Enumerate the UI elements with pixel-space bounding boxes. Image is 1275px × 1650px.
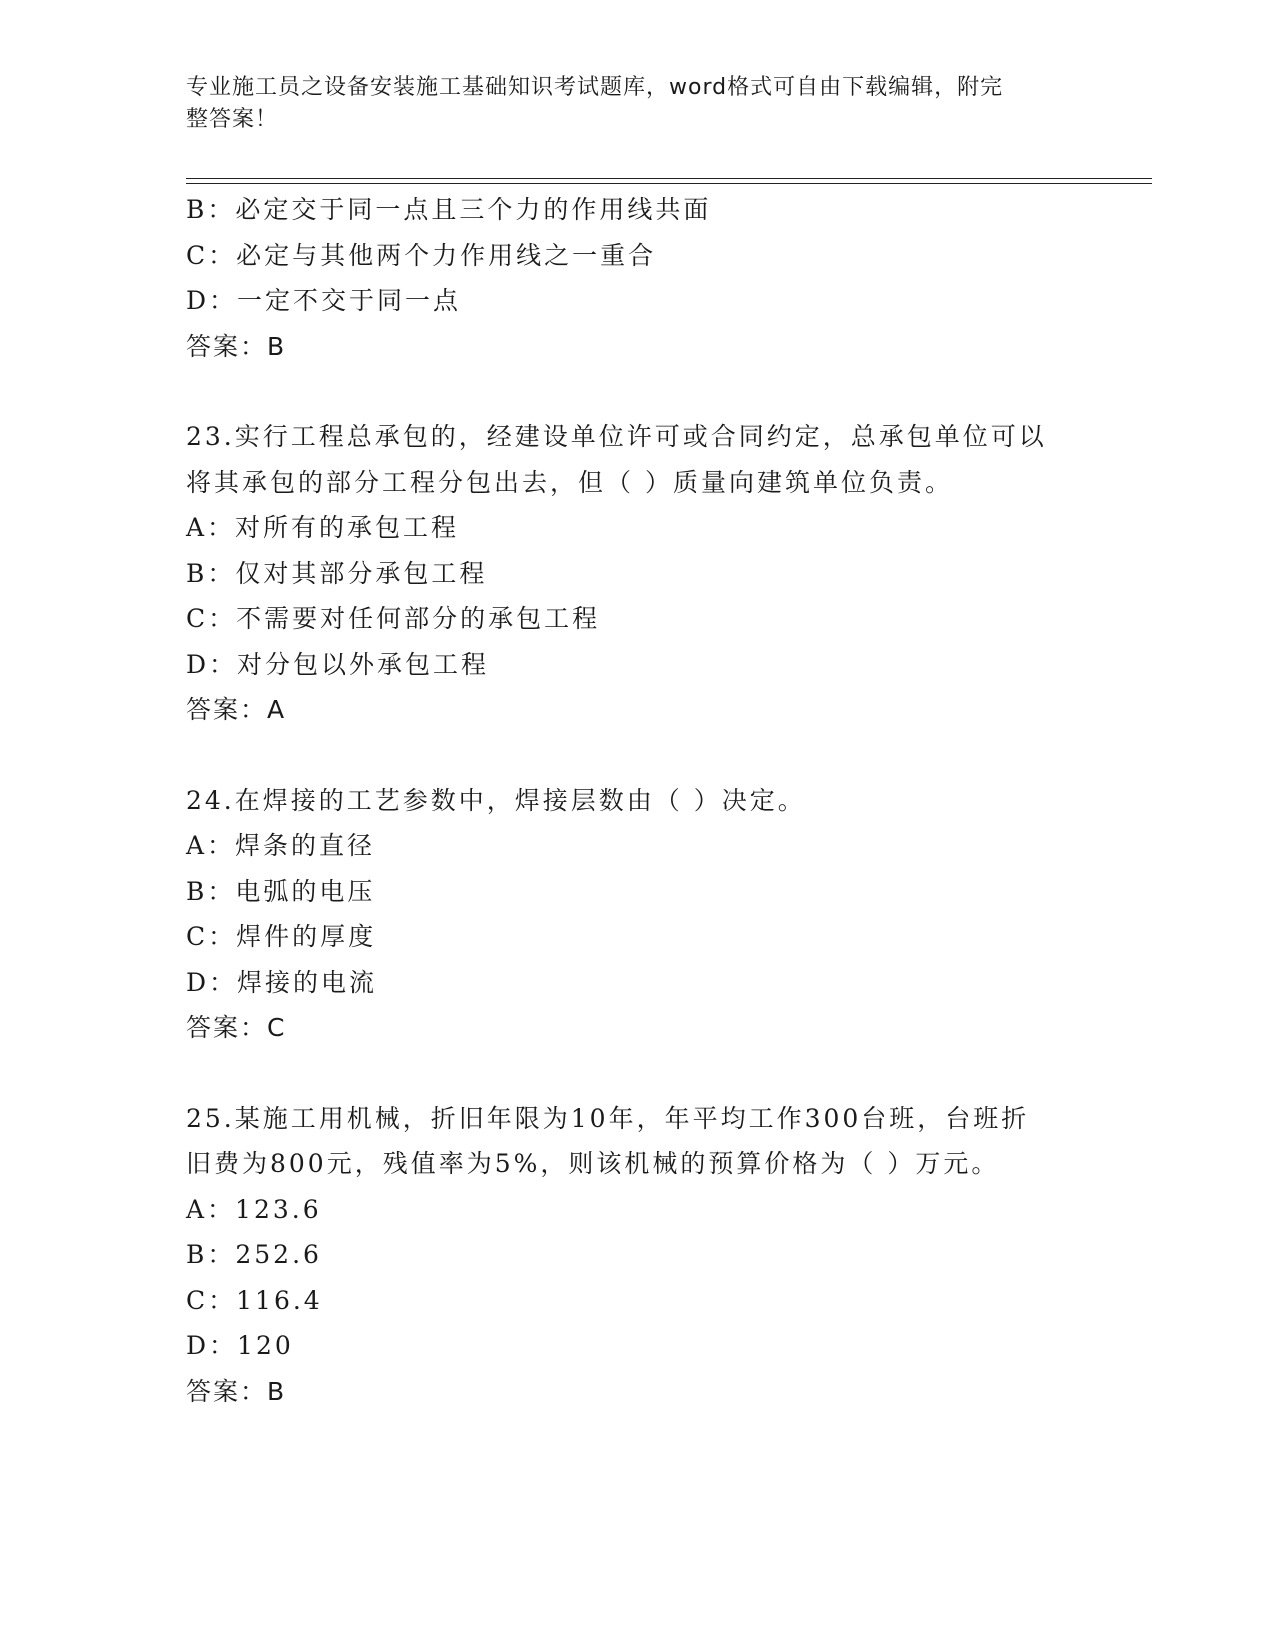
question-stem: 旧费为800元，残值率为5%，则该机械的预算价格为（ ）万元。 xyxy=(186,1149,1000,1178)
header-divider-bottom xyxy=(186,183,1152,184)
question-24 xyxy=(186,778,1086,1051)
answer-label: 答案：B xyxy=(186,331,287,361)
question-stem: 24.在焊接的工艺参数中，焊接层数由（ ）决定。 xyxy=(186,785,806,815)
option-c: C：116.4 xyxy=(186,1285,323,1315)
option-b: B：电弧的电压 xyxy=(186,876,376,906)
option-b: B：252.6 xyxy=(186,1240,322,1269)
answer-label: 答案：A xyxy=(186,695,287,724)
option-d: D：120 xyxy=(186,1331,294,1360)
question-22-continued xyxy=(186,187,1086,369)
option-d: D：焊接的电流 xyxy=(186,967,378,997)
option-c: C：必定与其他两个力作用线之一重合 xyxy=(186,240,657,270)
option-c: C：焊件的厚度 xyxy=(186,922,377,951)
option-b: B：仅对其部分承包工程 xyxy=(186,558,488,588)
question-stem: 将其承包的部分工程分包出去，但（ ）质量向建筑单位负责。 xyxy=(186,467,953,497)
document-header xyxy=(186,72,1066,136)
option-d: D：对分包以外承包工程 xyxy=(186,649,490,679)
option-d: D：一定不交于同一点 xyxy=(186,286,462,315)
option-a: A：对所有的承包工程 xyxy=(186,513,460,542)
question-list xyxy=(186,187,1086,1414)
option-c: C：不需要对任何部分的承包工程 xyxy=(186,604,601,633)
option-a: A：123.6 xyxy=(186,1194,322,1224)
option-b: B：必定交于同一点且三个力的作用线共面 xyxy=(186,195,712,224)
header-line-1: 专业施工员之设备安装施工基础知识考试题库，word格式可自由下载编辑，附完 xyxy=(186,75,1004,100)
answer-label: 答案：C xyxy=(186,1013,287,1042)
answer-label: 答案：B xyxy=(186,1376,287,1406)
option-a: A：焊条的直径 xyxy=(186,831,376,860)
spacer xyxy=(186,733,1086,778)
question-stem: 23.实行工程总承包的，经建设单位许可或合同约定，总承包单位可以 xyxy=(186,422,1047,451)
spacer xyxy=(186,1051,1086,1096)
spacer xyxy=(186,369,1086,414)
question-23 xyxy=(186,414,1086,733)
question-stem: 25.某施工用机械，折旧年限为10年，年平均工作300台班，台班折 xyxy=(186,1103,1030,1133)
header-divider-top xyxy=(186,178,1152,179)
question-25 xyxy=(186,1096,1086,1415)
header-line-2: 整答案！ xyxy=(186,107,279,132)
